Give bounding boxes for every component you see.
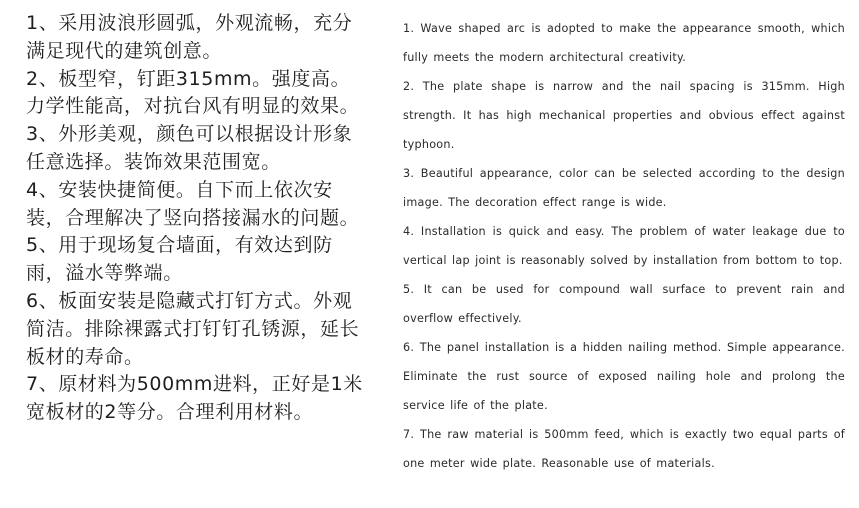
chinese-feature-item-2: 2、板型窄，钉距315mm。强度高。力学性能高，对抗台风有明显的效果。 [26,67,360,118]
chinese-feature-item-4: 4、安装快捷简便。自下而上依次安装，合理解决了竖向搭接漏水的问题。 [26,178,360,229]
english-feature-list [403,14,845,478]
english-feature-item-2: 2. The plate shape is narrow and the nail spacing is 315mm. High strength. It has high mechanical properties and obvious effect against typhoon. [403,80,845,151]
english-feature-item-4: 4. Installation is quick and easy. The problem of water leakage due to vertical lap joint is reasonably solved by installation from bottom to top. [403,225,845,267]
chinese-feature-item-6: 6、板面安装是隐藏式打钉方式。外观简洁。排除裸露式打钉钉孔锈源，延长板材的寿命。 [26,289,360,368]
english-feature-item-3: 3. Beautiful appearance, color can be selected according to the design image. The decoration effect range is wide. [403,167,845,209]
english-feature-item-7: 7. The raw material is 500mm feed, which is exactly two equal parts of one meter wide plate. Reasonable use of materials. [403,428,845,470]
english-feature-item-5: 5. It can be used for compound wall surface to prevent rain and overflow effectively. [403,283,845,325]
chinese-feature-item-5: 5、用于现场复合墙面，有效达到防雨，溢水等弊端。 [26,234,333,285]
chinese-feature-list [26,10,366,427]
chinese-feature-item-3: 3、外形美观，颜色可以根据设计形象任意选择。装饰效果范围宽。 [26,123,353,173]
chinese-feature-item-7: 7、原材料为500mm进料，正好是1米宽板材的2等分。合理利用材料。 [26,373,363,424]
english-feature-item-6: 6. The panel installation is a hidden nailing method. Simple appearance. Eliminate the rust source of exposed nailing hole and prolong the service life of the plate. [403,341,845,412]
english-feature-item-1: 1. Wave shaped arc is adopted to make the appearance smooth, which fully meets the modern architectural creativity. [403,22,845,64]
chinese-feature-item-1: 1、采用波浪形圆弧，外观流畅，充分满足现代的建筑创意。 [26,12,353,62]
